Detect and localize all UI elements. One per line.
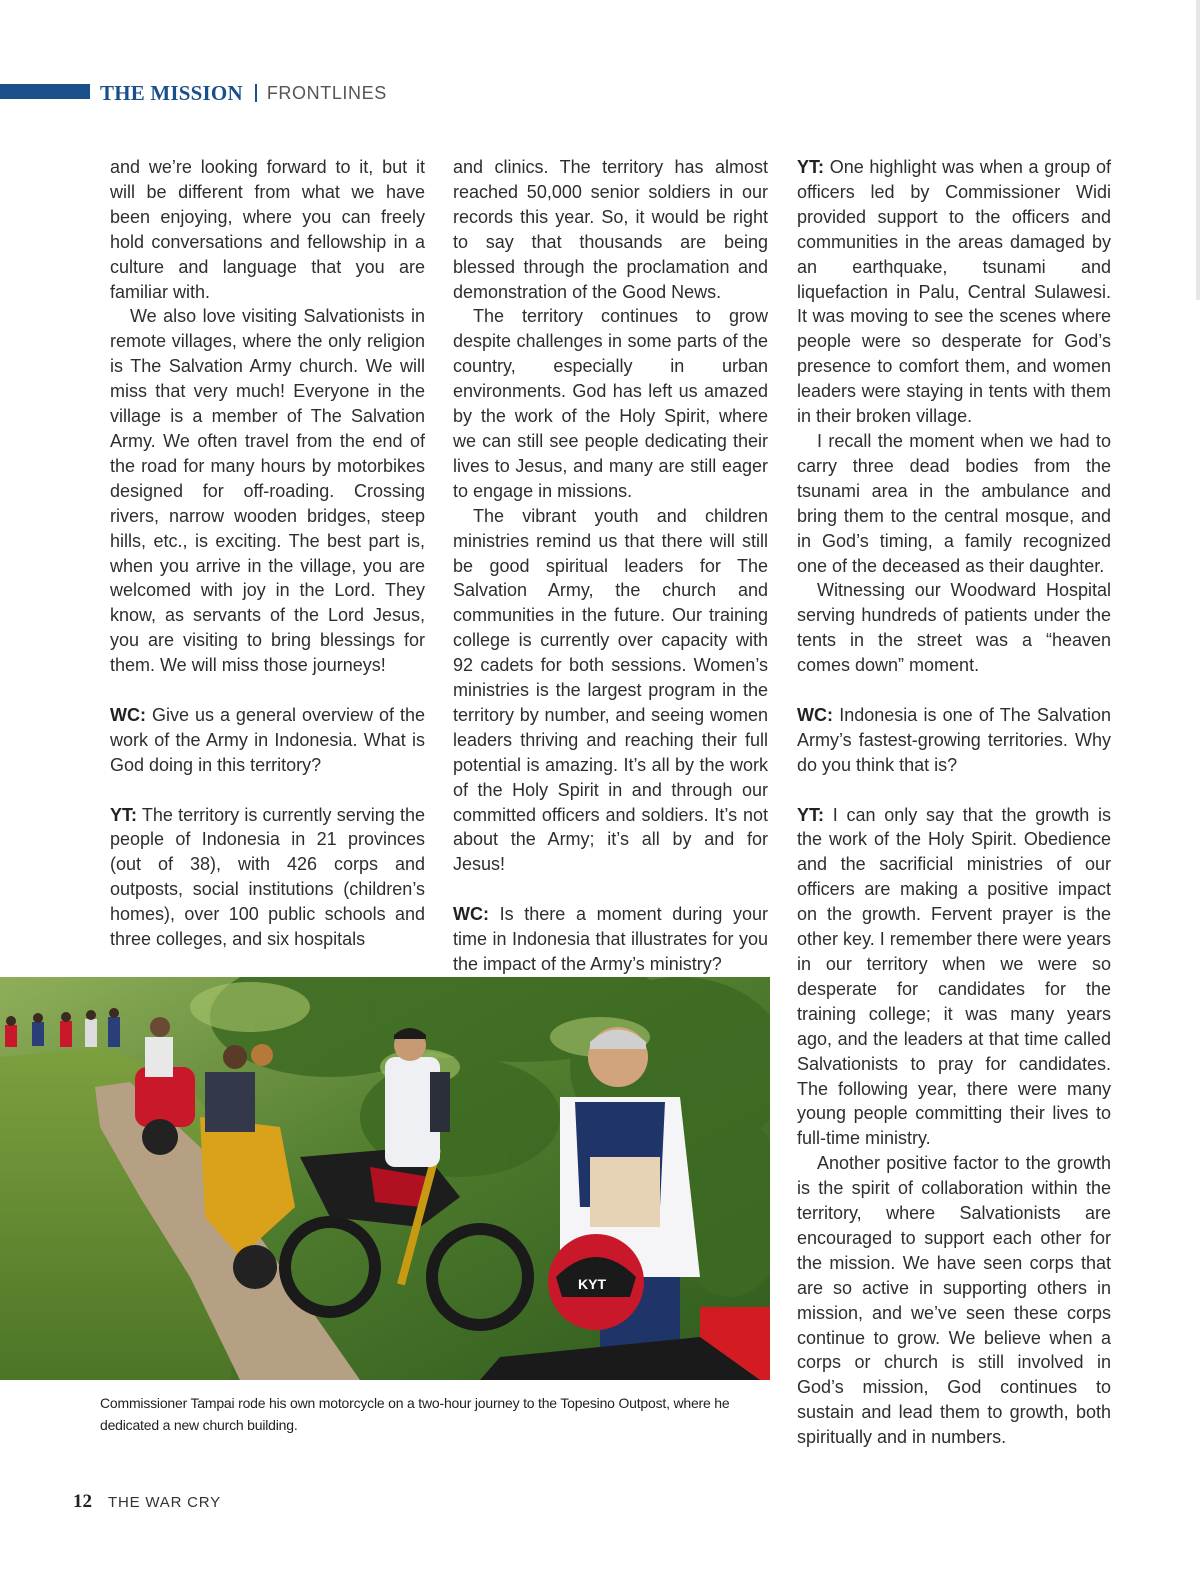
red-helmet [548,1234,644,1330]
paragraph: The vibrant youth and children ministries remind us that there will still be good spiritual leaders for The Salvation Army, the church and communities in the future. Our training college is currently over capacity with 92 cadets for both sessions. Women’s ministries is the largest program in the territory by number, and seeing women leaders thriving and reaching their full potential is amazing. It’s all by the work of the Holy Spirit in and through our committed officers and soldiers. It’s not about the Army; it’s all by and for Jesus! [453,505,768,875]
subsection-title: FRONTLINES [266,82,387,103]
column-left [110,155,425,952]
paragraph: The territory continues to grow despite challenges in some parts of the country, especially in urban environments. God has left us amazed by the work of the Holy Spirit, where we can still see people dedicating their lives to Jesus, and many are still eager to engage in missions. [453,306,768,501]
speaker-label: YT: [797,157,824,177]
speaker-label: WC: [110,704,146,725]
paragraph: Another positive factor to the growth is the spirit of collaboration within the territory, where Salvationists are encouraged to support each other for the mission. We have seen corps that are so active in supporting others in mission, and we’ve seen these corps continue to grow. We believe when a corps or church is still involved in God’s mission, God continues to sustain and lead them to growth, both spiritually and in numbers. [797,1153,1111,1448]
header-divider [255,84,257,102]
question-text: Indonesia is one of The Salvation Army’s fastest-growing territories. Why do you think that is? [797,704,1111,775]
answer-paragraph [797,155,1111,429]
speaker-label: WC: [797,704,833,725]
page-footer [73,1491,221,1513]
column-right [797,155,1111,1450]
question-text: Give us a general overview of the work of the Army in Indonesia. What is God doing in this territory? [110,704,425,775]
answer-text: I can only say that the growth is the work of the Holy Spirit. Obedience and the sacrificial ministries of our officers are making a positive impact on the growth. Fervent prayer is the other key. I remember there were years in our territory when we were so desperate for candidates for the training college; it was many years ago, and the leaders at that time called Salvationists to pray for candidates. The following year, there were many young people committing their lives to full-time ministry. [797,804,1111,1149]
header-accent-bar [0,84,90,99]
paragraph: I recall the moment when we had to carry three dead bodies from the tsunami area in the ambulance and bring them to the central mosque, and in God’s timing, a family recognized one of the deceased as their daughter. [797,430,1111,576]
question-paragraph [110,703,425,778]
paragraph: and we’re looking forward to it, but it will be different from what we have been enjoying, where you can freely hold conversations and fellowship in a culture and language that you are familiar with. [110,157,425,302]
paragraph: and clinics. The territory has almost reached 50,000 senior soldiers in our records this year. So, it would be right to say that thousands are being blessed through the proclamation and demonstration of the Good News. [453,157,768,302]
paragraph: Witnessing our Woodward Hospital serving hundreds of patients under the tents in the street was a “heaven comes down” moment. [797,580,1111,676]
page-number: 12 [73,1491,92,1512]
motorcycle-trail-illustration [0,977,770,1380]
article-photo [0,977,770,1380]
question-text: Is there a moment during your time in Indonesia that illustrates for you the impact of the Army’s ministry? [453,904,768,974]
speaker-label: YT: [110,804,137,825]
page-edge [1196,0,1200,300]
answer-text: The territory is currently serving the people of Indonesia in 21 provinces (out of 38), with 426 corps and outposts, social institutions (children’s homes), over 100 public schools and three colleges, and six hospitals [110,804,425,950]
question-paragraph [453,902,768,977]
question-paragraph [797,703,1111,778]
publication-name: THE WAR CRY [108,1494,221,1511]
paragraph: We also love visiting Salvationists in remote villages, where the only religion is The Salvation Army church. We will miss that very much! Everyone in the village is a member of The Salvation Army. We often travel from the end of the road for many hours by motorbikes designed for off-roading. Crossing rivers, narrow wooden bridges, steep hills, etc., is exciting. The best part is, when you arrive in the village, you are welcomed with joy in the Lord. They know, as servants of the Lord Jesus, you are visiting to bring blessings for them. We will miss those journeys! [110,306,425,676]
speaker-label: WC: [453,904,489,925]
helmet-brand-text: KYT [578,1276,606,1292]
speaker-label: YT: [797,804,824,825]
answer-paragraph [110,803,425,952]
column-middle [453,155,768,977]
answer-paragraph [797,803,1111,1152]
answer-text: One highlight was when a group of officers led by Commissioner Widi provided support to the officers and communities in the areas damaged by an earthquake, tsunami and liquefaction in Palu, Central Sulawesi. It was moving to see the scenes where people were so desperate for God’s presence to comfort them, and women leaders were staying in tents with them in their broken village. [797,157,1111,427]
page-header [100,79,387,107]
photo-caption: Commissioner Tampai rode his own motorcycle on a two-hour journey to the Topesino Outpost, where he dedicated a new church building. [100,1395,730,1433]
section-title: THE MISSION [100,80,243,105]
